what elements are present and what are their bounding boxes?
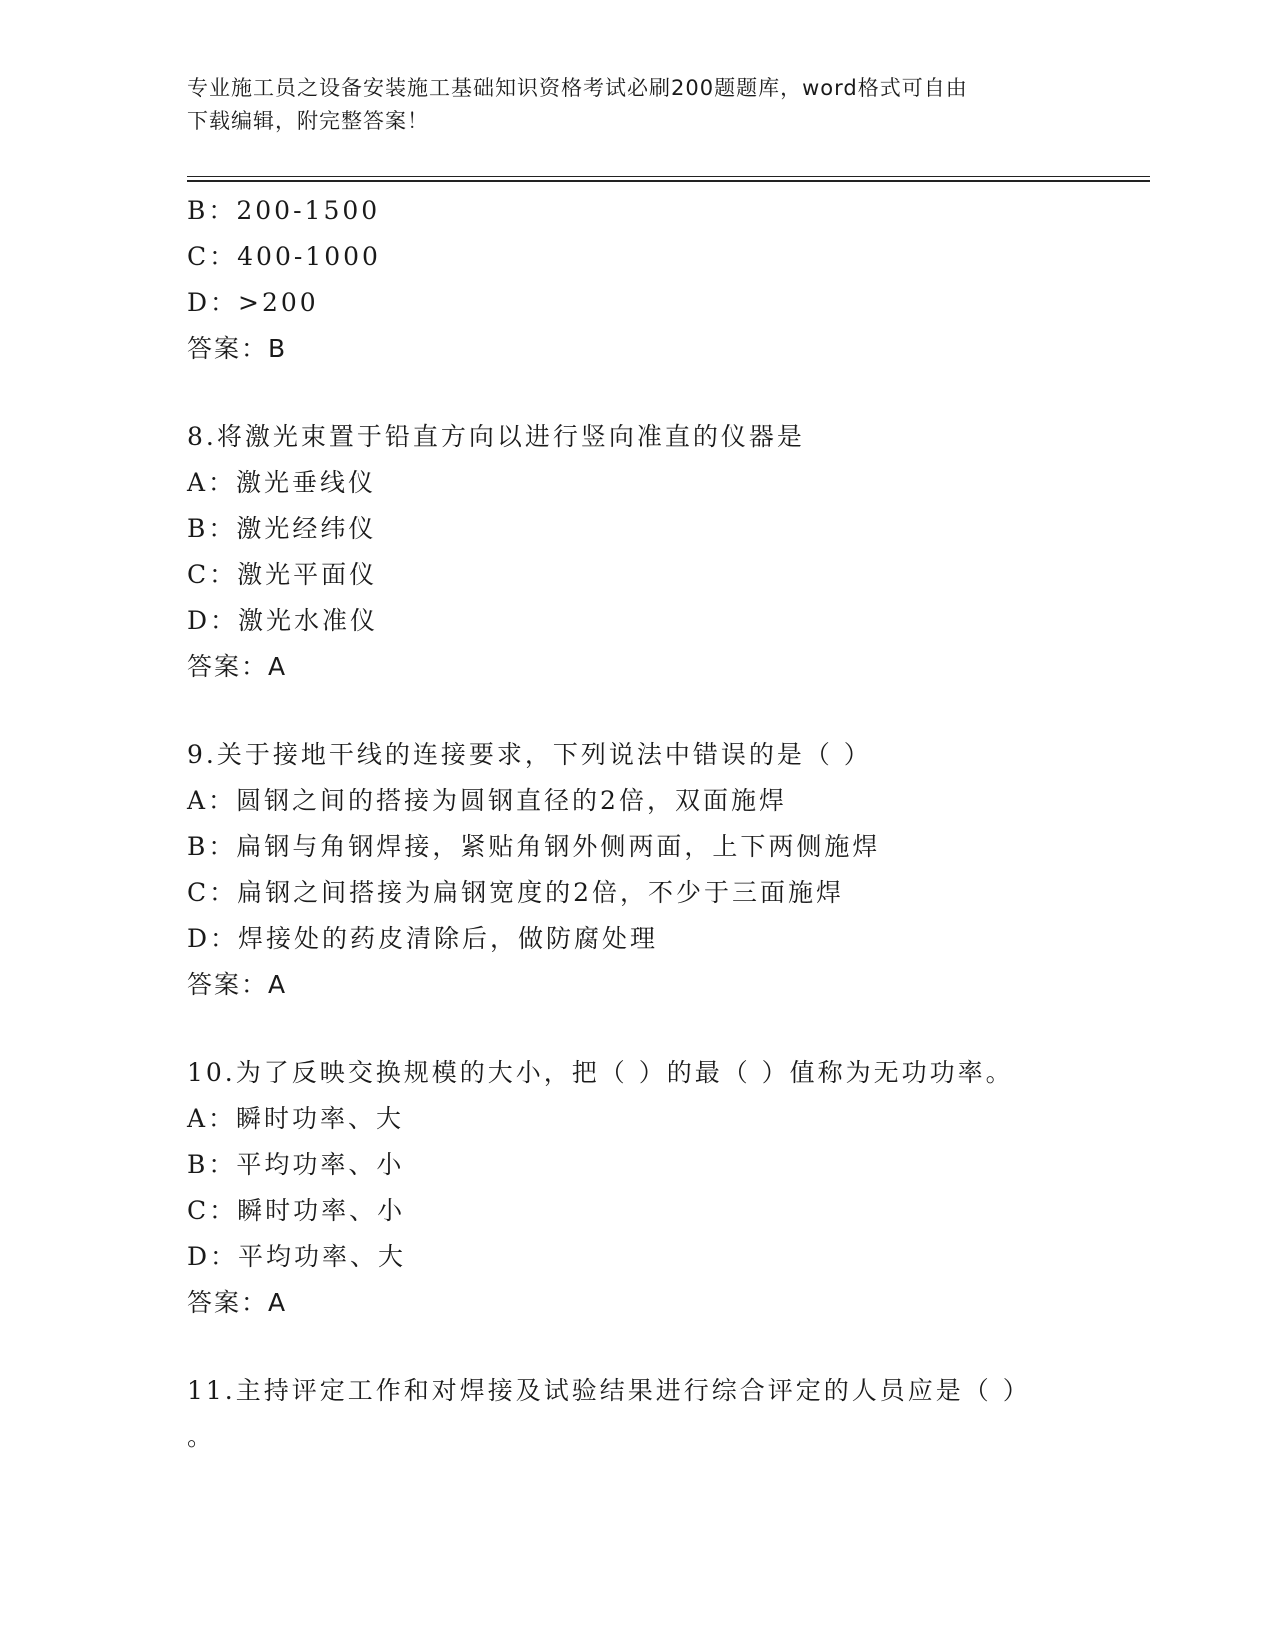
option-c: C：激光平面仪 — [187, 560, 378, 589]
question-11 — [187, 1368, 1147, 1460]
spacer — [187, 690, 1147, 732]
header-divider-thin — [187, 176, 1150, 177]
option-b: B：200-1500 — [187, 196, 381, 225]
answer-line: 答案：A — [187, 652, 288, 681]
header-title-line-1: 专业施工员之设备安装施工基础知识资格考试必刷200题题库，word格式可自由 — [187, 76, 968, 100]
option-d: D：平均功率、大 — [187, 1242, 407, 1271]
question-content — [187, 188, 1147, 1460]
header-title-line-2: 下载编辑，附完整答案！ — [187, 109, 429, 133]
option-c: C：扁钢之间搭接为扁钢宽度的2倍，不少于三面施焊 — [187, 878, 845, 907]
question-10 — [187, 1050, 1147, 1326]
option-b: B：扁钢与角钢焊接，紧贴角钢外侧两面，上下两侧施焊 — [187, 832, 881, 861]
question-9 — [187, 732, 1147, 1008]
spacer — [187, 372, 1147, 414]
question-8 — [187, 414, 1147, 690]
option-d: D：>200 — [187, 288, 319, 317]
question-stem: 11.主持评定工作和对焊接及试验结果进行综合评定的人员应是（ ） — [187, 1376, 1031, 1405]
option-b: B：激光经纬仪 — [187, 514, 377, 543]
option-b: B：平均功率、小 — [187, 1150, 405, 1179]
question-stem: 9.关于接地干线的连接要求，下列说法中错误的是（ ） — [187, 740, 872, 769]
header-divider-thick — [187, 180, 1150, 182]
answer-line: 答案：A — [187, 1288, 288, 1317]
question-stem-continuation: 。 — [187, 1422, 216, 1451]
spacer — [187, 1008, 1147, 1050]
option-c: C：瞬时功率、小 — [187, 1196, 406, 1225]
option-a: A：圆钢之间的搭接为圆钢直径的2倍，双面施焊 — [187, 786, 787, 815]
option-a: A：瞬时功率、大 — [187, 1104, 405, 1133]
question-stem: 8.将激光束置于铅直方向以进行竖向准直的仪器是 — [187, 422, 805, 451]
answer-line: 答案：A — [187, 970, 288, 999]
option-c: C：400-1000 — [187, 242, 381, 271]
spacer — [187, 1326, 1147, 1368]
question-stem: 10.为了反映交换规模的大小，把（ ）的最（ ）值称为无功功率。 — [187, 1058, 1014, 1087]
option-d: D：激光水准仪 — [187, 606, 379, 635]
document-header — [187, 72, 1087, 138]
option-d: D：焊接处的药皮清除后，做防腐处理 — [187, 924, 659, 953]
answer-line: 答案：B — [187, 334, 288, 363]
option-a: A：激光垂线仪 — [187, 468, 377, 497]
question-7-continued — [187, 188, 1147, 372]
